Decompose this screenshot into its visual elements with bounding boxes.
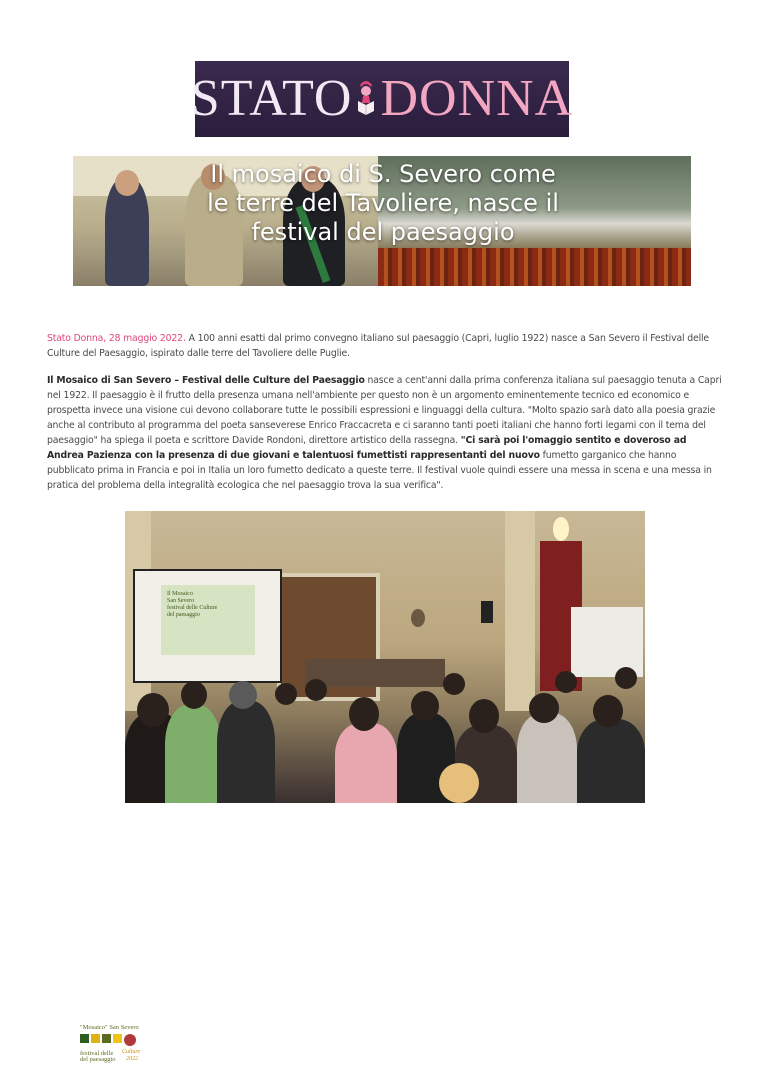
event-photo xyxy=(125,511,645,803)
projected-slide xyxy=(161,585,255,655)
masthead-wordmark xyxy=(190,70,574,127)
slide-line1: Il Mosaico xyxy=(167,591,193,597)
hero-banner xyxy=(73,156,691,286)
logo-title: "Mosaico" San Severo xyxy=(80,1024,139,1031)
logo-culture: Culture xyxy=(122,1049,141,1055)
audience xyxy=(125,653,645,803)
masthead-logo[interactable] xyxy=(190,61,574,137)
logo-block-4 xyxy=(113,1034,122,1043)
slide-line2: San Severo xyxy=(167,598,195,604)
hero-title-line1: Il mosaico di S. Severo come xyxy=(210,160,556,188)
paragraph-1 xyxy=(47,331,725,361)
logo-block-3 xyxy=(102,1034,111,1043)
paragraph-2-tail: fumetto garganico che hanno pubblicato prima in Francia e poi in Italia un loro fumetto dedicato a queste terre. Il festival vuole quindi essere una messa in scena e una messa in pratica del problema della integralità ecologica che nel paesaggio trova la sua verifica". xyxy=(47,450,712,491)
festival-logo xyxy=(80,1024,146,1062)
logo-block-1 xyxy=(80,1034,89,1043)
slide-line3: festival delle Culture xyxy=(167,605,218,611)
wall-lamp xyxy=(553,517,569,541)
logo-year: 2022 xyxy=(126,1056,138,1062)
bust-statue xyxy=(411,609,425,627)
dateline: Stato Donna, 28 maggio 2022. xyxy=(47,333,186,344)
pazienza-quote: "Ci sarà poi l'omaggio sentito e doveroso ad Andrea Pazienza con la presenza di due giovani e talentuosi fumettisti rappresentanti del nuovo xyxy=(47,435,687,461)
speaker-box xyxy=(481,601,493,623)
paragraph-2 xyxy=(47,373,725,493)
paragraph-2-text: nasce a cent'anni dalla prima conferenza italiana sul paesaggio tenuta a Capri nel 1922. Il paesaggio è il frutto della presenza umana nell'ambiente per questo non è un argomento eminentemente tecnico ed economico e prospetta invece una visione cui devono collaborare tutte le possibili espressioni e linguaggi della cultura. "Molto spazio sarà dato alla poesia grazie anche al contributo al programma del poeta sanseverese Enrico Fraccacreta e ci saranno tanti poeti italiani che hanno forti legami con il tema del paesaggio" ha spiega il poeta e scrittore Davide Rondoni, direttore artistico della rassegna. xyxy=(47,375,722,446)
article-body xyxy=(47,331,725,505)
hero-title xyxy=(173,160,593,247)
slide-line4: del paesaggio xyxy=(167,612,200,618)
festival-name: Il Mosaico di San Severo – Festival delle Culture del Paesaggio xyxy=(47,375,365,386)
paragraph-1-text: A 100 anni esatti dal primo convegno italiano sul paesaggio (Capri, luglio 1922) nasce a San Severo il Festival delle Culture del Paesaggio, ispirato dalle terre del Tavoliere delle Puglie. xyxy=(47,333,710,359)
logo-line3: del paesaggio xyxy=(80,1056,116,1063)
logo-block-2 xyxy=(91,1034,100,1043)
logo-line2: festival delle xyxy=(80,1050,114,1057)
masthead-part2: DONNA xyxy=(380,70,574,127)
hero-title-line3: festival del paesaggio xyxy=(251,218,515,246)
logo-seal-icon xyxy=(124,1034,136,1046)
masthead-part1: STATO xyxy=(190,70,353,127)
hero-title-line2: le terre del Tavoliere, nasce il xyxy=(207,189,559,217)
book-woman-icon xyxy=(354,77,378,121)
